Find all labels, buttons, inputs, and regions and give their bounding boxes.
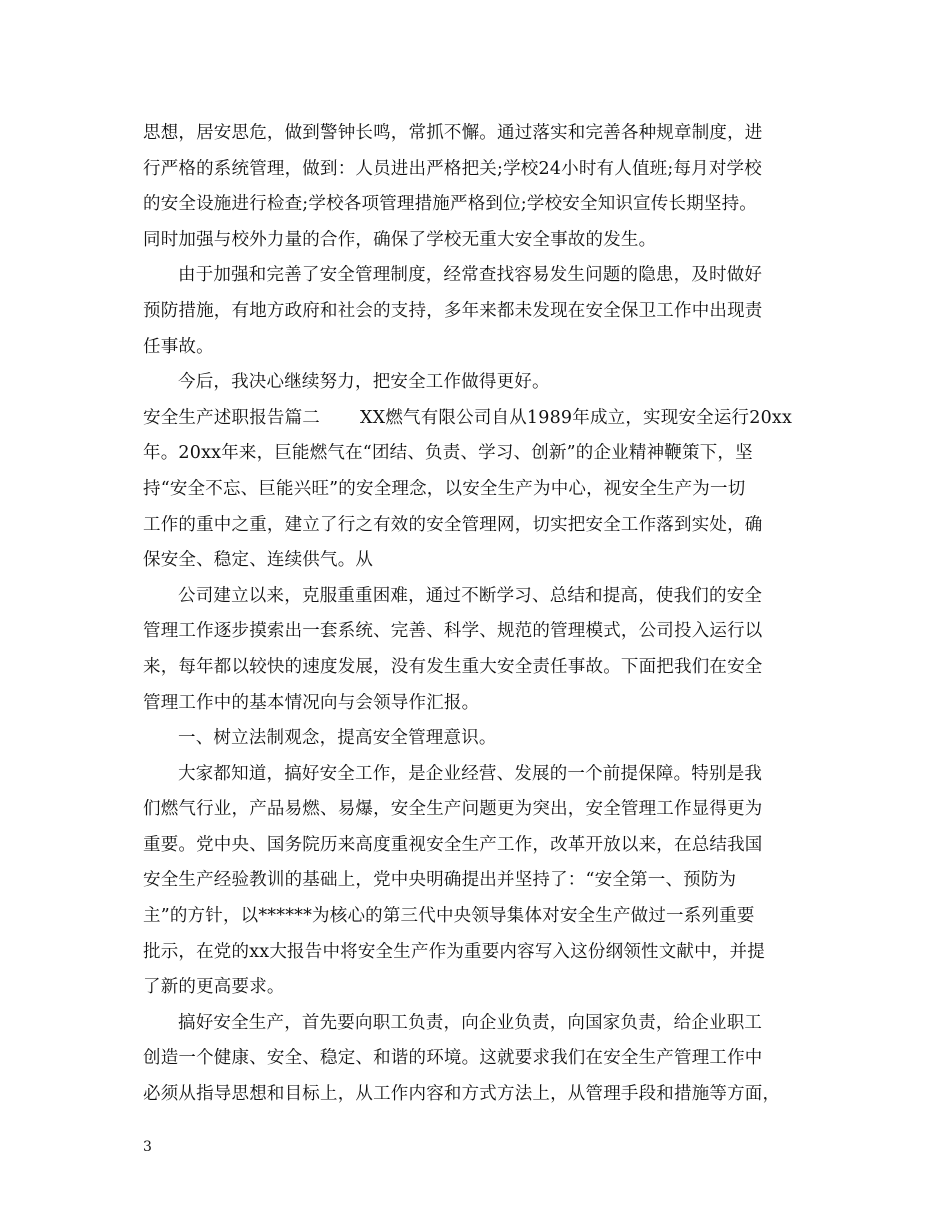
section-heading-line	[143, 401, 818, 437]
text-line: 的安全设施进行检查;学校各项管理措施严格到位;学校安全知识宣传长期坚持。	[143, 194, 757, 215]
paragraph-first-line: 公司建立以来，克服重重困难，通过不断学习、总结和提高，使我们的安全	[178, 585, 763, 606]
document-body	[143, 116, 818, 1113]
paragraph-first-line: 今后，我决心继续努力，把安全工作做得更好。	[178, 372, 550, 393]
text-line: 必须从指导思想和目标上，从工作内容和方式方法上，从管理手段和措施等方面，	[143, 1084, 781, 1105]
text-line: 同时加强与校外力量的合作，确保了学校无重大安全事故的发生。	[143, 229, 657, 250]
section-intro-text: XX燃气有限公司自从1989年成立，实现安全运行20xx	[360, 407, 793, 428]
paragraph-first-line: 搞好安全生产，首先要向职工负责，向企业负责，向国家负责，给企业职工	[178, 1012, 763, 1033]
text-line: 任事故。	[143, 336, 214, 357]
text-line: 行严格的系统管理，做到：人员进出严格把关;学校24小时有人值班;每月对学校	[143, 158, 762, 179]
text-line: 来，每年都以较快的速度发展，没有发生重大安全责任事故。下面把我们在安全	[143, 656, 763, 677]
page-number: 3	[143, 1139, 152, 1155]
text-line: 预防措施，有地方政府和社会的支持，多年来都未发现在安全保卫工作中出现责	[143, 300, 763, 321]
text-line: 重要。党中央、国务院历来高度重视安全生产工作，改革开放以来，在总结我国	[143, 834, 763, 855]
text-line: 管理工作逐步摸索出一套系统、完善、科学、规范的管理模式，公司投入运行以	[143, 621, 763, 642]
text-line: 年。20xx年来，巨能燃气在“团结、负责、学习、创新”的企业精神鞭策下，坚	[143, 443, 753, 464]
section-heading: 安全生产述职报告篇二	[143, 407, 320, 428]
text-line: 思想，居安思危，做到警钟长鸣，常抓不懈。通过落实和完善各种规章制度，进	[143, 123, 763, 143]
text-line: 管理工作中的基本情况向与会领导作汇报。	[143, 692, 480, 713]
text-line: 保安全、稳定、连续供气。从	[143, 550, 374, 571]
text-line: 们燃气行业，产品易燃、易爆，安全生产问题更为突出，安全管理工作显得更为	[143, 799, 763, 820]
text-line: 了新的更高要求。	[143, 977, 285, 998]
text-line: 安全生产经验教训的基础上，党中央明确提出并坚持了：“安全第一、预防为	[143, 870, 737, 891]
subheading-line: 一、树立法制观念，提高安全管理意识。	[178, 728, 497, 749]
text-line: 批示，在党的xx大报告中将安全生产作为重要内容写入这份纲领性文献中，并提	[143, 941, 765, 962]
paragraph-first-line: 由于加强和完善了安全管理制度，经常查找容易发生问题的隐患，及时做好	[178, 265, 763, 286]
text-line: 工作的重中之重，建立了行之有效的安全管理网，切实把安全工作落到实处，确	[143, 514, 763, 535]
text-line: 创造一个健康、安全、稳定、和谐的环境。这就要求我们在安全生产管理工作中	[143, 1048, 763, 1069]
text-line: 持“安全不忘、巨能兴旺”的安全理念，以安全生产为中心，视安全生产为一切	[143, 478, 746, 499]
text-line: 主”的方针，以******为核心的第三代中央领导集体对安全生产做过一系列重要	[143, 906, 755, 927]
paragraph-first-line: 大家都知道，搞好安全工作，是企业经营、发展的一个前提保障。特别是我	[178, 763, 763, 784]
